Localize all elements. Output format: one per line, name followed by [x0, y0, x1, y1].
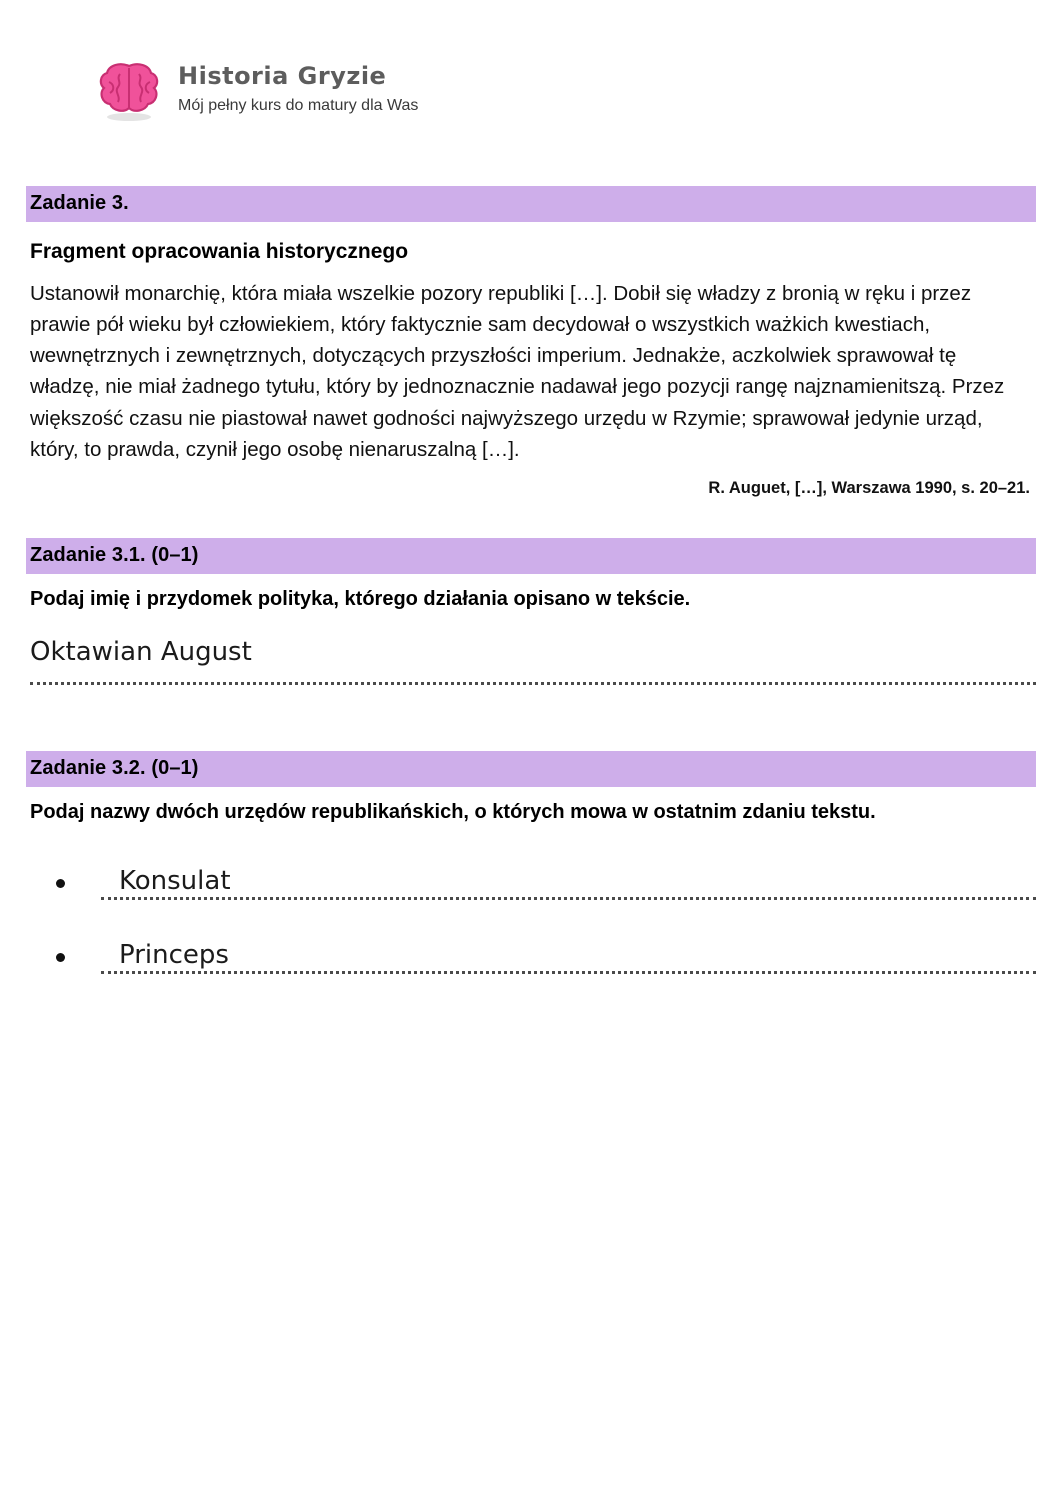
- subtask-1-answer-field[interactable]: [26, 636, 1036, 685]
- subtask-2-answer-text-2: Princeps: [119, 939, 229, 970]
- subtask-2-question: Podaj nazwy dwóch urzędów republikańskich, o których mowa w ostatnim zdaniu tekstu.: [30, 800, 876, 823]
- subtask-2-answer-row-1[interactable]: [26, 854, 1036, 900]
- subtask-2-answer-row-2[interactable]: [26, 928, 1036, 974]
- subtask-2-answer-field-1[interactable]: [101, 854, 1036, 900]
- subtask-2-answer-field-2[interactable]: [101, 928, 1036, 974]
- bullet-icon: [56, 953, 65, 962]
- answer-dotted-rule: [101, 897, 1036, 900]
- subtask-1-header-label: Zadanie 3.1. (0–1): [30, 543, 199, 566]
- bullet-icon: [56, 879, 65, 888]
- subtask-2-header-label: Zadanie 3.2. (0–1): [30, 756, 199, 779]
- brain-icon: [94, 56, 164, 126]
- subtask-2-header-band: [26, 751, 1036, 787]
- brand-header: [94, 56, 418, 126]
- task-header-label: Zadanie 3.: [30, 192, 129, 214]
- task-header-band: [26, 186, 1036, 222]
- answer-dotted-rule: [30, 682, 1036, 685]
- source-passage: Ustanowił monarchię, która miała wszelkie pozory republiki […]. Dobił się władzy z bronią w ręku i przez prawie pół wieku był człowiekiem, który faktycznie sam decydował o wszystkich ważkich kwestiach, wewnętrznych i zewnętrznych, dotyczących przyszłości imperium. Jednakże, aczkolwiek sprawował tę władzę, nie miał żadnego tytułu, który by jednoznacznie nadawał jego pozycji rangę najznamienitszą. Przez większość czasu nie piastował nawet godności najwyższego urzędu w Rzymie; sprawował jedynie urząd, który, to prawda, czynił jego osobę nienaruszalną […].: [30, 282, 1005, 461]
- source-citation: R. Auguet, […], Warszawa 1990, s. 20–21.: [708, 478, 1030, 497]
- answer-dotted-rule: [101, 971, 1036, 974]
- subtask-1-header-band: [26, 538, 1036, 574]
- source-heading: Fragment opracowania historycznego: [30, 240, 409, 263]
- subtask-1-question: Podaj imię i przydomek polityka, którego działania opisano w tekście.: [30, 587, 691, 610]
- brand-title: Historia Gryzie: [178, 62, 387, 91]
- brand-subtitle: Mój pełny kurs do matury dla Was: [178, 96, 419, 114]
- worksheet: [26, 186, 1036, 974]
- subtask-1-answer-text: Oktawian August: [30, 636, 252, 667]
- subtask-2-answer-text-1: Konsulat: [119, 865, 231, 896]
